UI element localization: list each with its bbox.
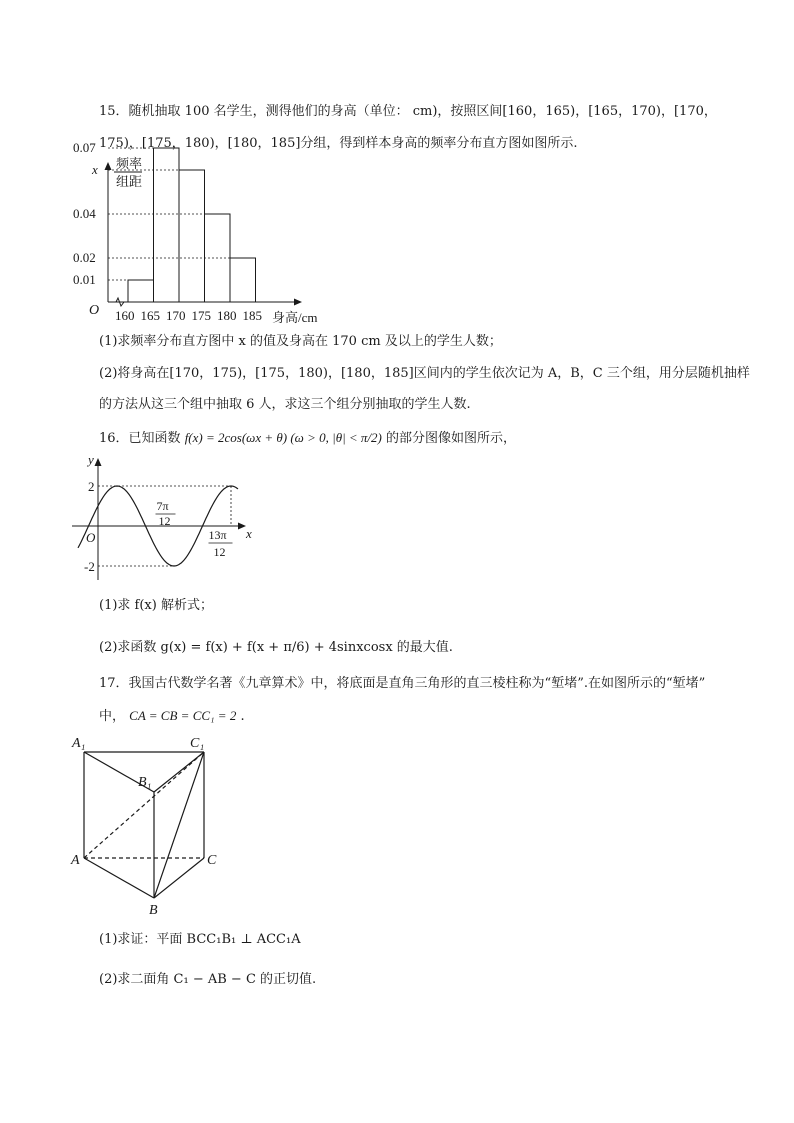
- histogram-bar: [128, 280, 154, 302]
- y-tick-label: 0.01: [73, 272, 96, 287]
- histogram-bar: [179, 170, 205, 302]
- x-tick-label: 175: [191, 308, 211, 323]
- edge-condition: CA = CB = CC₁ = 2: [129, 708, 237, 723]
- problem-16-intro-tail: 的部分图像如图所示，: [386, 431, 517, 446]
- problem-16-question-1: (1)求 f(x) 解析式；: [99, 598, 213, 613]
- label-A1: A₁: [72, 736, 86, 751]
- label-C1: C₁: [190, 736, 205, 751]
- problem-15-question-2b: 的方法从这三个组中抽取 6 人，求这三个组分别抽取的学生人数.: [99, 397, 471, 412]
- label-A: A: [71, 853, 80, 868]
- y-tick-label: 0.02: [73, 250, 96, 265]
- label-B: B: [149, 903, 158, 918]
- x-tick-label: 165: [140, 308, 160, 323]
- label-B1: B₁: [138, 775, 152, 790]
- graph-origin-label: O: [86, 530, 96, 545]
- graph-y-min-label: -2: [84, 559, 95, 574]
- problem-16-question-2: (2)求函数 g(x) = f(x) + f(x + π/6) + 4sinxcosx 的最大值.: [99, 640, 453, 655]
- label-C: C: [207, 853, 217, 868]
- x-axis-title: 身高/cm: [272, 310, 318, 325]
- problem-17-intro: 中，: [99, 709, 126, 724]
- problem-15-line1: 15．随机抽取 100 名学生，测得他们的身高（单位： cm)，按照区间[160，165)，[165，170)，[170，: [99, 104, 717, 119]
- edge-A-B: [84, 858, 154, 898]
- problem-15-question-1: (1)求频率分布直方图中 x 的值及身高在 170 cm 及以上的学生人数；: [99, 334, 502, 349]
- x-tick-label: 160: [115, 308, 135, 323]
- prism-figure: [66, 730, 226, 920]
- x-tick-label: 170: [166, 308, 186, 323]
- x-tick-label: 180: [217, 308, 237, 323]
- frequency-histogram: [70, 140, 340, 332]
- graph-x-label: x: [246, 526, 252, 541]
- y-axis-title-bottom: 组距: [116, 174, 143, 189]
- problem-17-question-2: (2)求二面角 C₁ − AB − C 的正切值.: [99, 972, 317, 987]
- histogram-bar: [230, 258, 256, 302]
- function-formula: f(x) = 2cos(ωx + θ) (ω > 0, |θ| < π/2): [184, 430, 382, 445]
- y-tick-label: 0.07: [73, 140, 96, 155]
- x-mark-13pi12-denominator: 12: [213, 545, 226, 559]
- problem-16-intro: 16．已知函数: [99, 431, 181, 446]
- problem-16-line1: [99, 430, 516, 447]
- x-mark-13pi12-numerator: 13π: [208, 528, 227, 542]
- origin-label: O: [89, 303, 100, 318]
- histogram-bar: [154, 148, 180, 302]
- problem-15-line2: 175)，[175，180)，[180，185]分组，得到样本身高的频率分布直方图如图所示.: [99, 136, 578, 151]
- graph-x-axis-arrow: [238, 523, 246, 530]
- x-mark-7pi12-denominator: 12: [158, 514, 171, 528]
- y-tick-label: x: [92, 162, 98, 177]
- y-tick-label: 0.04: [73, 206, 96, 221]
- problem-17-line2: [99, 708, 245, 725]
- y-axis-title-top: 频率: [116, 156, 143, 171]
- y-axis-arrow: [105, 162, 112, 170]
- x-axis-arrow: [294, 299, 302, 306]
- problem-17-question-1: (1)求证：平面 BCC₁B₁ ⊥ ACC₁A: [99, 932, 301, 947]
- cosine-graph: [70, 452, 260, 584]
- problem-17-line1: 17．我国古代数学名著《九章算术》中，将底面是直角三角形的直三棱柱称为“堑堵”.在如图所示的“堑堵”: [99, 676, 706, 691]
- edge-B-C: [154, 858, 204, 898]
- x-tick-label: 185: [242, 308, 262, 323]
- problem-15-question-2a: (2)将身高在[170，175)，[175，180)，[180，185]区间内的学生依次记为 A，B，C 三个组，用分层随机抽样: [99, 366, 750, 381]
- x-mark-7pi12-numerator: 7π: [156, 499, 169, 513]
- problem-17-intro-tail: .: [240, 709, 245, 724]
- graph-y-label: y: [88, 452, 94, 467]
- graph-y-axis-arrow: [95, 458, 102, 466]
- graph-y-max-label: 2: [88, 479, 95, 494]
